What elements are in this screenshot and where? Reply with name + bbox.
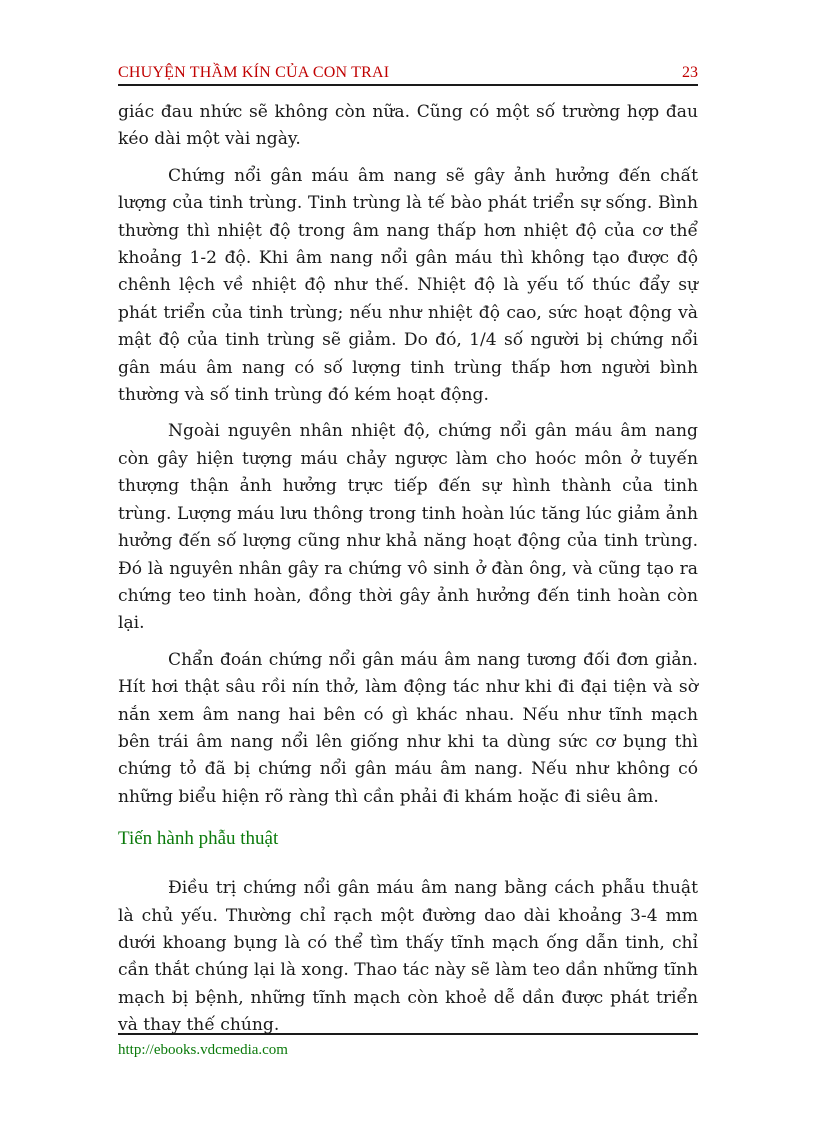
- footer-link[interactable]: http://ebooks.vdcmedia.com: [118, 1042, 288, 1058]
- paragraph-continuation: giác đau nhức sẽ không còn nữa. Cũng có một số trường hợp đau kéo dài một vài ngày.: [118, 102, 698, 150]
- section-heading: Tiến hành phẫu thuật: [118, 828, 279, 850]
- paragraph-hormone-effects: Ngoài nguyên nhân nhiệt độ, chứng nổi gân máu âm nang còn gây hiện tượng máu chảy ngược làm cho hoóc môn ở tuyến thượng thận ảnh hưởng trực tiếp đến sự hình thành của tinh trùng. Lượng máu lưu thông trong tinh hoàn lúc tăng lúc giảm ảnh hưởng đến số lượng cũng như khả năng hoạt động của tinh trùng. Đó là nguyên nhân gây ra chứng vô sinh ở đàn ông, và cũng tạo ra chứng teo tinh hoàn, đồng thời gây ảnh hưởng đến tinh hoàn còn lại.: [118, 421, 698, 634]
- book-title: CHUYỆN THẦM KÍN CỦA CON TRAI: [118, 64, 390, 81]
- paragraph-diagnosis: Chẩn đoán chứng nổi gân máu âm nang tương đối đơn giản. Hít hơi thật sâu rồi nín thở, làm động tác như khi đi đại tiện và sờ nắn xem âm nang hai bên có gì khác nhau. Nếu như tĩnh mạch bên trái âm nang nổi lên giống như khi ta dùng sức cơ bụng thì chứng tỏ đã bị chứng nổi gân máu âm nang. Nếu như không có những biểu hiện rõ ràng thì cần phải đi khám hoặc đi siêu âm.: [118, 649, 698, 807]
- page-number: 23: [682, 64, 698, 81]
- body-content: [118, 99, 698, 1049]
- paragraph-surgery: Điều trị chứng nổi gân máu âm nang bằng cách phẫu thuật là chủ yếu. Thường chỉ rạch một đường dao dài khoảng 3-4 mm dưới khoang bụng là có thể tìm thấy tĩnh mạch ống dẫn tinh, chỉ cần thắt chúng lại là xong. Thao tác này sẽ làm teo dần những tĩnh mạch bị bệnh, những tĩnh mạch còn khoẻ dễ dần được phát triển và thay thế chúng.: [118, 878, 698, 1036]
- document-page: [118, 0, 698, 1123]
- running-header: [118, 60, 698, 86]
- paragraph-sperm-quality: Chứng nổi gân máu âm nang sẽ gây ảnh hưởng đến chất lượng của tinh trùng. Tinh trùng là tế bào phát triển sự sống. Bình thường thì nhiệt độ trong âm nang thấp hơn nhiệt độ của cơ thể khoảng 1-2 độ. Khi âm nang nổi gân máu thì không tạo được độ chênh lệch về nhiệt độ như thế. Nhiệt độ là yếu tố thúc đẩy sự phát triển của tinh trùng; nếu như nhiệt độ cao, sức hoạt động và mật độ của tinh trùng sẽ giảm. Do đó, 1/4 số người bị chứng nổi gân máu âm nang có số lượng tinh trùng thấp hơn người bình thường và số tinh trùng đó kém hoạt động.: [118, 165, 698, 406]
- footer-divider: [118, 1033, 698, 1035]
